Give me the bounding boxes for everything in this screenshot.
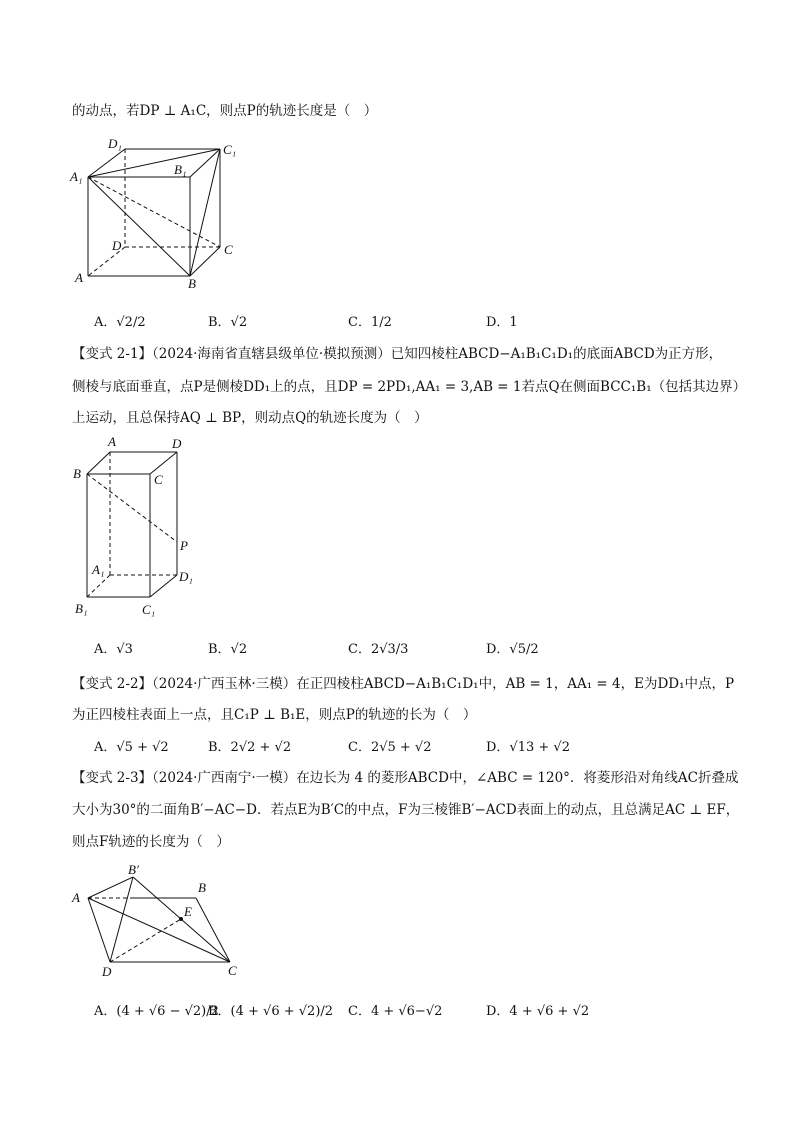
label-B: B [188,276,196,291]
prism-figure [70,432,210,622]
label-B1: B₁ [75,601,88,616]
label-A: A [72,890,80,905]
label-B: B [73,466,81,481]
label-D: D [172,436,182,451]
label-A: A [108,434,116,449]
label-P: P [180,538,188,553]
label-D: D [102,964,112,979]
v23-option-c[interactable]: C．4 + √6−√2 [348,1004,443,1019]
q1-stem: 的动点，若DP ⊥ A₁C，则点P的轨迹长度是（ ） [72,103,378,119]
label-A: A [75,270,83,285]
v22-options [94,736,694,756]
point-E [179,917,183,921]
v22-option-d[interactable]: D．√13 + √2 [486,740,570,755]
label-C1: C₁ [223,142,237,157]
v23-option-b[interactable]: B．(4 + √6 + √2)/2 [208,1004,334,1019]
q1-option-d[interactable]: D．1 [486,315,518,330]
q1-option-a[interactable]: A．√2/2 [94,315,146,330]
v21-option-b[interactable]: B．√2 [208,642,248,657]
label-D1: D₁ [179,569,193,584]
v21-line3: 上运动，且总保持AQ ⊥ BP，则动点Q的轨迹长度为（ ） [72,410,428,426]
v21-options [94,638,694,658]
v21-option-c[interactable]: C．2√3/3 [348,642,409,657]
v21-line1: 【变式 2-1】（2024·海南省直辖县级单位·模拟预测）已知四棱柱ABCD−A₁B₁C₁D₁的底面ABCD为正方形， [72,346,723,362]
v23-line3: 则点F轨迹的长度为（ ） [72,834,230,850]
v22-line1: 【变式 2-2】（2024·广西玉林·三模）在正四棱柱ABCD−A₁B₁C₁D₁中，AB = 1，AA₁ = 4，E为DD₁中点，P [72,676,735,692]
v21-option-a[interactable]: A．√3 [94,642,133,657]
label-E: E [184,904,192,919]
v22-option-b[interactable]: B．2√2 + √2 [208,740,292,755]
label-A1: A₁ [70,169,83,184]
label-D: D [112,238,122,253]
v22-option-a[interactable]: A．√5 + √2 [94,740,169,755]
q1-option-b[interactable]: B．√2 [208,315,248,330]
label-C: C [154,472,163,487]
v21-line2: 侧棱与底面垂直，点P是侧棱DD₁上的点，且DP = 2PD₁,AA₁ = 3,AB = 1若点Q在侧面BCC₁B₁（包括其边界） [72,379,747,395]
label-D1: D₁ [108,136,122,151]
v23-options [94,1000,694,1020]
label-B: B [198,880,206,895]
cube-figure [70,136,250,291]
v21-option-d[interactable]: D．√5/2 [486,642,539,657]
v23-option-a[interactable]: A．(4 + √6 − √2)/2 [94,1004,219,1019]
label-Bp: B′ [128,862,139,877]
label-C: C [224,242,233,257]
v23-line2: 大小为30°的二面角B′−AC−D．若点E为B′C的中点，F为三棱锥B′−ACD表面上的动点，且总满足AC ⊥ EF， [72,802,740,818]
label-C: C [228,963,237,978]
label-B1: B₁ [174,162,187,177]
q1-option-c[interactable]: C．1/2 [348,315,392,330]
q1-options [94,311,694,331]
v22-option-c[interactable]: C．2√5 + √2 [348,740,432,755]
v23-line1: 【变式 2-3】（2024·广西南宁·一模）在边长为 4 的菱形ABCD中，∠ABC = 120°．将菱形沿对角线AC折叠成 [72,770,739,786]
label-C1: C₁ [142,602,156,617]
label-A1: A₁ [92,562,105,577]
rhombus-figure [70,862,250,984]
v23-option-d[interactable]: D．4 + √6 + √2 [486,1004,590,1019]
v22-line2: 为正四棱柱表面上一点，且C₁P ⊥ B₁E，则点P的轨迹的长为（ ） [72,707,477,723]
